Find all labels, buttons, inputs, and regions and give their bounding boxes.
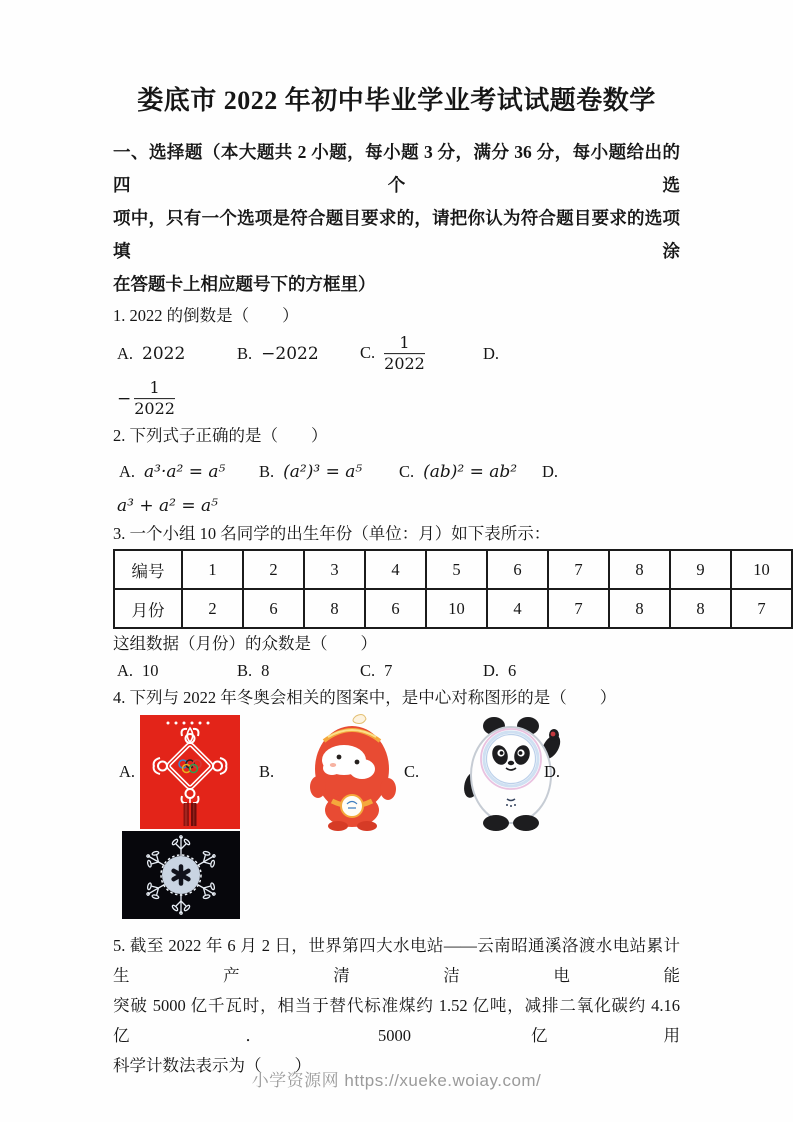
table-cell: 2 xyxy=(182,589,243,628)
question-1-options xyxy=(113,331,680,377)
fraction xyxy=(134,379,175,419)
question-1-option-a xyxy=(117,344,185,364)
section-heading-line: 项中，只有一个选项是符合题目要求的，请把你认为符合题目要求的选项填涂 xyxy=(113,208,680,261)
fraction-denominator: 2022 xyxy=(134,399,175,419)
option-value: 6 xyxy=(508,661,517,680)
fraction-numerator: 1 xyxy=(384,334,425,354)
question-5-line: 突破 5000 亿千瓦时，相当于替代标准煤约 1.52 亿吨，减排二氧化碳约 4.16 亿．5000 亿用 xyxy=(113,996,680,1045)
math-expression: (a²)³ = a⁵ xyxy=(283,462,363,482)
table-row-header: 月份 xyxy=(114,589,182,628)
fraction xyxy=(384,334,425,374)
table-row-numbers xyxy=(114,550,792,589)
question-2-option-b xyxy=(259,462,362,482)
question-4-text: 4. 下列与 2022 年冬奥会相关的图案中，是中心对称图形的是（ ） xyxy=(113,688,617,707)
table-cell: 9 xyxy=(670,550,731,589)
table-cell: 8 xyxy=(609,550,670,589)
table-cell: 1 xyxy=(182,550,243,589)
question-3-option-a xyxy=(117,661,159,681)
table-cell: 3 xyxy=(304,550,365,589)
option-label: A. xyxy=(117,661,134,680)
table-cell: 7 xyxy=(548,550,609,589)
question-4-option-d-value xyxy=(113,831,680,919)
table-cell: 6 xyxy=(243,589,304,628)
content-column xyxy=(113,136,770,1081)
negative-fraction xyxy=(117,379,175,419)
option-value: 10 xyxy=(142,661,159,680)
question-3-options xyxy=(113,659,680,683)
section-heading-line: 在答题卡上相应题号下的方框里） xyxy=(113,274,376,294)
option-label: D. xyxy=(544,762,561,781)
table-cell: 7 xyxy=(731,589,792,628)
question-1-text: 1. 2022 的倒数是（ ） xyxy=(113,306,299,325)
fraction-denominator: 2022 xyxy=(384,354,425,374)
fraction-numerator: 1 xyxy=(134,379,175,399)
table-cell: 2 xyxy=(243,550,304,589)
question-3-option-b xyxy=(237,661,269,681)
option-label: A. xyxy=(117,344,134,363)
chinese-knot-image xyxy=(140,715,240,829)
shuey-rhon-rhon-mascot-image xyxy=(306,713,402,831)
minus-sign: − xyxy=(117,389,132,409)
math-expression: (ab)² = ab² xyxy=(423,462,518,482)
question-4-image-options xyxy=(113,713,680,831)
table-cell: 6 xyxy=(487,550,548,589)
table-cell: 8 xyxy=(609,589,670,628)
option-label: C. xyxy=(399,462,415,481)
option-label: C. xyxy=(360,661,376,680)
option-label: B. xyxy=(237,661,253,680)
table-cell: 5 xyxy=(426,550,487,589)
question-3-subtext: 这组数据（月份）的众数是（ ） xyxy=(113,634,377,653)
option-label: B. xyxy=(259,762,275,781)
question-1-option-d-value xyxy=(113,377,680,421)
math-expression: a³·a² = a⁵ xyxy=(144,462,226,482)
question-2-options xyxy=(113,451,680,493)
option-label: D. xyxy=(483,344,500,363)
question-2-option-d-value xyxy=(113,493,680,519)
math-expression: a³ + a² = a⁵ xyxy=(117,496,218,516)
option-label: A. xyxy=(119,762,136,781)
table-row-header: 编号 xyxy=(114,550,182,589)
option-value: 8 xyxy=(261,661,270,680)
section-heading xyxy=(113,136,680,301)
question-3-table xyxy=(113,549,793,629)
question-2-option-c xyxy=(399,462,517,482)
option-label: B. xyxy=(259,462,275,481)
watermark-footer: 小学资源网 https://xueke.woiay.com/ xyxy=(251,1071,542,1090)
question-5-line: 科学计数法表示为（ ） xyxy=(113,1056,311,1075)
question-5-text xyxy=(113,931,680,1081)
table-cell: 6 xyxy=(365,589,426,628)
question-1-option-c xyxy=(360,334,425,374)
option-label: C. xyxy=(360,342,376,362)
question-3-text: 3. 一个小组 10 名同学的出生年份（单位：月）如下表所示： xyxy=(113,524,551,543)
snowflake-image xyxy=(122,831,240,919)
page-title: 娄底市 2022 年初中毕业学业考试试题卷数学 xyxy=(137,86,656,115)
table-cell: 10 xyxy=(426,589,487,628)
table-cell: 8 xyxy=(670,589,731,628)
option-label: D. xyxy=(542,462,559,481)
question-5-line: 5. 截至 2022 年 6 月 2 日，世界第四大水电站——云南昭通溪洛渡水电站累计生产清洁电能 xyxy=(113,936,680,985)
option-label: B. xyxy=(237,344,253,363)
question-1-option-d xyxy=(483,344,508,364)
table-cell: 10 xyxy=(731,550,792,589)
question-1-option-b xyxy=(237,344,319,364)
question-2-text: 2. 下列式子正确的是（ ） xyxy=(113,426,328,445)
section-heading-line: 一、选择题（本大题共 2 小题，每小题 3 分，满分 36 分，每小题给出的四个选 xyxy=(113,142,680,195)
table-cell: 7 xyxy=(548,589,609,628)
table-cell: 8 xyxy=(304,589,365,628)
option-label: A. xyxy=(119,462,136,481)
option-label: C. xyxy=(404,762,420,781)
table-row-months xyxy=(114,589,792,628)
question-2-option-d xyxy=(542,462,567,482)
question-3-option-d xyxy=(483,661,516,681)
question-3-option-c xyxy=(360,661,392,681)
option-value: −2022 xyxy=(261,344,319,364)
question-2-option-a xyxy=(119,462,225,482)
option-label: D. xyxy=(483,661,500,680)
table-cell: 4 xyxy=(487,589,548,628)
option-value: 7 xyxy=(384,661,393,680)
option-value: 2022 xyxy=(142,344,186,364)
table-cell: 4 xyxy=(365,550,426,589)
